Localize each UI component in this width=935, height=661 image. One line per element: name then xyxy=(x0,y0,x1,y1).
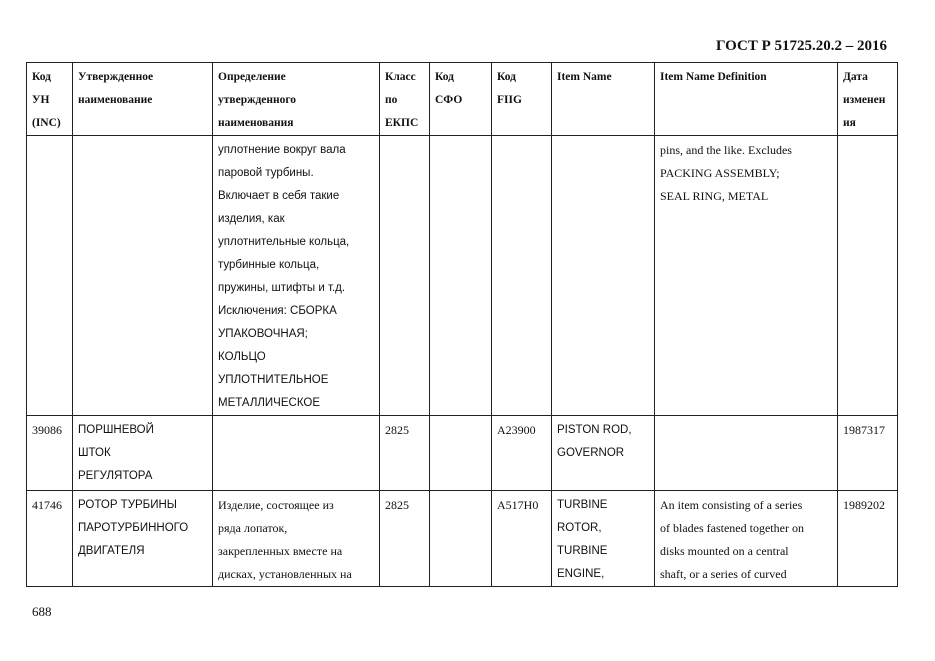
text-line: TURBINE xyxy=(557,545,608,557)
text-line: TURBINE xyxy=(557,499,608,511)
cell-fiig: A23900 xyxy=(492,416,552,491)
header-class xyxy=(380,63,430,136)
text-line: МЕТАЛЛИЧЕСКОЕ xyxy=(218,397,321,409)
text-line: КОЛЬЦО xyxy=(218,351,266,363)
standard-designation: ГОСТ Р 51725.20.2 – 2016 xyxy=(715,38,887,54)
text-line: утвержденного xyxy=(218,94,297,106)
cell-sfo xyxy=(430,491,492,587)
header-sfo xyxy=(430,63,492,136)
cell-item-name xyxy=(552,491,655,587)
text-line: Включает в себя такие xyxy=(218,190,340,202)
table-row xyxy=(27,416,898,491)
text-line: ЕКПС xyxy=(385,117,419,129)
text-line: Класс xyxy=(385,71,416,83)
text-line: ENGINE, xyxy=(557,568,605,580)
text-line: закрепленных вместе на xyxy=(218,544,343,558)
cell-item-name xyxy=(552,136,655,416)
cell-class xyxy=(380,136,430,416)
cell-name xyxy=(73,416,213,491)
cell-definition xyxy=(213,491,380,587)
cell-fiig xyxy=(492,136,552,416)
text-line: Код xyxy=(497,71,517,83)
text-line: паровой турбины. xyxy=(218,167,314,179)
text-line: наименования xyxy=(218,117,294,129)
text-line: РЕГУЛЯТОРА xyxy=(78,470,153,482)
text-line: ДВИГАТЕЛЯ xyxy=(78,545,145,557)
header-date xyxy=(838,63,898,136)
text-line: турбинные кольца, xyxy=(218,259,320,271)
header-item-name xyxy=(552,63,655,136)
text-line: уплотнение вокруг вала xyxy=(218,144,346,156)
cell-fiig: A517H0 xyxy=(492,491,552,587)
text-line: уплотнительные кольца, xyxy=(218,236,350,248)
text-line: СФО xyxy=(435,94,463,106)
text-line: ROTOR, xyxy=(557,522,602,534)
text-line: Item Name Definition xyxy=(660,71,767,83)
text-line: Код xyxy=(32,71,52,83)
text-line: ПОРШНЕВОЙ xyxy=(78,424,154,436)
table-header-row xyxy=(27,63,898,136)
cell-definition xyxy=(213,136,380,416)
text-line: of blades fastened together on xyxy=(660,521,804,535)
text-line: дисках, установленных на xyxy=(218,567,352,581)
table-row xyxy=(27,491,898,587)
cell-name xyxy=(73,491,213,587)
catalog-table xyxy=(26,62,898,587)
cell-class: 2825 xyxy=(380,416,430,491)
text-line: УН xyxy=(32,94,50,106)
page-number: 688 xyxy=(32,604,52,619)
cell-date xyxy=(838,136,898,416)
text-line: УПАКОВОЧНАЯ; xyxy=(218,328,308,340)
cell-inc: 39086 xyxy=(27,416,73,491)
text-line: изменен xyxy=(843,94,886,106)
cell-date: 1989202 xyxy=(838,491,898,587)
text-line: GOVERNOR xyxy=(557,447,625,459)
cell-date: 1987317 xyxy=(838,416,898,491)
text-line: ШТОК xyxy=(78,447,111,459)
text-line: SEAL RING, METAL xyxy=(660,189,769,203)
cell-sfo xyxy=(430,416,492,491)
cell-class: 2825 xyxy=(380,491,430,587)
cell-item-definition xyxy=(655,136,838,416)
text-line: shaft, or a series of curved xyxy=(660,567,787,581)
cell-item-name xyxy=(552,416,655,491)
text-line: пружины, штифты и т.д. xyxy=(218,282,346,294)
text-line: Дата xyxy=(843,71,868,83)
header-item-name-definition xyxy=(655,63,838,136)
table-row xyxy=(27,136,898,416)
text-line: PACKING ASSEMBLY; xyxy=(660,166,780,180)
cell-item-definition xyxy=(655,491,838,587)
text-line: по xyxy=(385,94,398,106)
text-line: PISTON ROD, xyxy=(557,424,632,436)
text-line: ряда лопаток, xyxy=(218,521,288,535)
cell-inc: 41746 xyxy=(27,491,73,587)
header-fiig xyxy=(492,63,552,136)
text-line: наименование xyxy=(78,94,153,106)
text-line: Утвержденное xyxy=(78,71,154,83)
cell-inc xyxy=(27,136,73,416)
header-inc xyxy=(27,63,73,136)
text-line: ия xyxy=(843,117,856,129)
text-line: Item Name xyxy=(557,71,612,83)
text-line: РОТОР ТУРБИНЫ xyxy=(78,499,177,511)
text-line: disks mounted on a central xyxy=(660,544,789,558)
header-definition xyxy=(213,63,380,136)
text-line: Определение xyxy=(218,71,286,83)
text-line: Исключения: СБОРКА xyxy=(218,305,337,317)
header-approved-name xyxy=(73,63,213,136)
text-line: pins, and the like. Excludes xyxy=(660,143,792,157)
cell-item-definition xyxy=(655,416,838,491)
text-line: FIIG xyxy=(497,94,522,106)
cell-sfo xyxy=(430,136,492,416)
text-line: УПЛОТНИТЕЛЬНОЕ xyxy=(218,374,329,386)
text-line: (INC) xyxy=(32,117,61,129)
cell-name xyxy=(73,136,213,416)
text-line: изделия, как xyxy=(218,213,285,225)
text-line: Код xyxy=(435,71,455,83)
text-line: ПАРОТУРБИННОГО xyxy=(78,522,189,534)
text-line: Изделие, состоящее из xyxy=(218,498,334,512)
cell-definition xyxy=(213,416,380,491)
text-line: An item consisting of a series xyxy=(660,498,803,512)
